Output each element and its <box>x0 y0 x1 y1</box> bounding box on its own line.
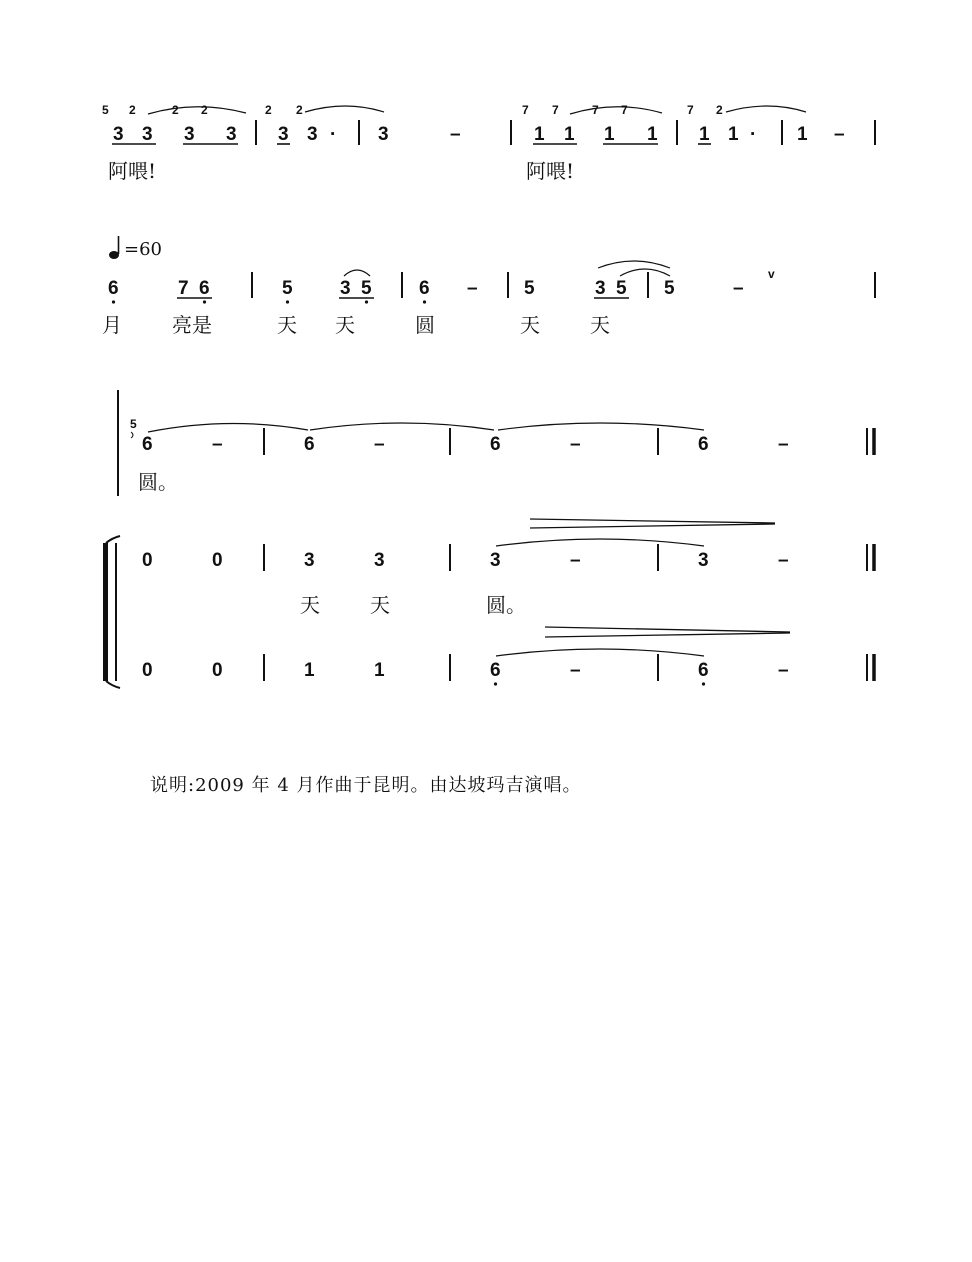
note: 0 <box>212 660 223 681</box>
voice-3 <box>142 627 874 686</box>
decrescendo-hairpin <box>530 524 775 528</box>
grace-note: 7 <box>687 103 694 117</box>
grace-note: 7 <box>621 103 628 117</box>
note: 5 <box>282 278 293 299</box>
note: 5 <box>524 278 535 299</box>
note: 6 <box>199 278 210 299</box>
note: 6 <box>142 434 153 455</box>
grace-note: 5 <box>102 103 109 117</box>
dash: – <box>778 660 789 681</box>
dash: – <box>212 434 223 455</box>
dot: · <box>330 124 337 145</box>
lyric: 圆。 <box>138 470 178 494</box>
note: 5 <box>664 278 675 299</box>
note: 1 <box>699 124 710 145</box>
note: 6 <box>419 278 430 299</box>
tempo-value: =60 <box>124 239 162 260</box>
bracket-hook <box>106 536 120 543</box>
breath-mark: v <box>768 267 775 281</box>
system-3 <box>103 390 874 688</box>
slur <box>305 106 384 112</box>
tie <box>498 423 704 430</box>
grace-note: 7 <box>522 103 529 117</box>
tie <box>496 649 704 656</box>
low-octave-dot <box>702 682 705 685</box>
lyric: 天 <box>300 593 320 617</box>
note: 3 <box>113 124 124 145</box>
note: 1 <box>728 124 739 145</box>
note: 3 <box>304 550 315 571</box>
slur <box>570 107 662 114</box>
grace-note: 2 <box>129 103 136 117</box>
note: 5 <box>361 278 372 299</box>
note: 3 <box>374 550 385 571</box>
brace-bracket <box>103 543 108 681</box>
lyric: 天 <box>335 313 355 337</box>
row-2 <box>102 261 875 337</box>
lyric: 月 <box>102 313 122 337</box>
dash: – <box>374 434 385 455</box>
low-octave-dot <box>423 300 426 303</box>
note: 6 <box>490 660 501 681</box>
note: 6 <box>698 660 709 681</box>
lyric: 圆 <box>415 313 435 337</box>
voice-1 <box>130 417 874 494</box>
dash: – <box>834 124 845 145</box>
grace-note: 2 <box>172 103 179 117</box>
note: 3 <box>142 124 153 145</box>
slur <box>598 261 670 268</box>
tie <box>310 423 494 430</box>
lyric: 天 <box>590 313 610 337</box>
grace-note: 2 <box>296 103 303 117</box>
grace-note: 5 <box>130 417 137 431</box>
dash: – <box>570 550 581 571</box>
note: 3 <box>307 124 318 145</box>
dash: – <box>733 278 744 299</box>
voice-2 <box>142 519 874 617</box>
note: 1 <box>647 124 658 145</box>
decrescendo-hairpin <box>545 627 790 632</box>
grace-note: 2 <box>716 103 723 117</box>
dash: – <box>778 434 789 455</box>
lyric: 天 <box>277 313 297 337</box>
lyric: 天 <box>370 593 390 617</box>
dash: – <box>570 434 581 455</box>
note: 3 <box>184 124 195 145</box>
grace-note: 2 <box>201 103 208 117</box>
grace-note: 7 <box>552 103 559 117</box>
note: 0 <box>142 550 153 571</box>
note: 3 <box>378 124 389 145</box>
slur <box>620 269 670 276</box>
low-octave-dot <box>365 300 368 303</box>
note: 6 <box>698 434 709 455</box>
grace-note: 7 <box>592 103 599 117</box>
slur <box>726 106 806 112</box>
note: 5 <box>616 278 627 299</box>
grace-tie <box>131 432 133 438</box>
tempo-marking <box>109 236 162 260</box>
lyric: 亮是 <box>172 313 212 337</box>
grace-note: 2 <box>265 103 272 117</box>
dash: – <box>570 660 581 681</box>
note: 1 <box>564 124 575 145</box>
note: 6 <box>304 434 315 455</box>
note: 1 <box>604 124 615 145</box>
dash: – <box>450 124 461 145</box>
decrescendo-hairpin <box>545 633 790 637</box>
note: 3 <box>340 278 351 299</box>
lyric: 圆。 <box>486 593 526 617</box>
composition-note: 说明:2009 年 4 月作曲于昆明。由达坡玛吉演唱。 <box>150 775 582 796</box>
tie <box>496 539 704 546</box>
note: 0 <box>142 660 153 681</box>
quarter-note-icon <box>109 251 119 259</box>
dash: – <box>467 278 478 299</box>
note: 6 <box>108 278 119 299</box>
lyric: 阿喂! <box>526 159 575 183</box>
note: 1 <box>797 124 808 145</box>
dash: – <box>778 550 789 571</box>
low-octave-dot <box>494 682 497 685</box>
low-octave-dot <box>286 300 289 303</box>
row-1 <box>102 103 875 183</box>
note: 1 <box>304 660 315 681</box>
tie <box>148 423 308 432</box>
note: 3 <box>226 124 237 145</box>
note: 3 <box>595 278 606 299</box>
bracket-hook <box>106 681 120 688</box>
note: 1 <box>374 660 385 681</box>
dot: · <box>750 124 757 145</box>
decrescendo-hairpin <box>530 519 775 523</box>
note: 1 <box>534 124 545 145</box>
lyric: 阿喂! <box>108 159 157 183</box>
slur <box>344 270 370 276</box>
low-octave-dot <box>203 300 206 303</box>
note: 3 <box>490 550 501 571</box>
note: 6 <box>490 434 501 455</box>
low-octave-dot <box>112 300 115 303</box>
slur <box>148 107 246 114</box>
note: 3 <box>698 550 709 571</box>
note: 7 <box>178 278 189 299</box>
note: 0 <box>212 550 223 571</box>
lyric: 天 <box>520 313 540 337</box>
note: 3 <box>278 124 289 145</box>
